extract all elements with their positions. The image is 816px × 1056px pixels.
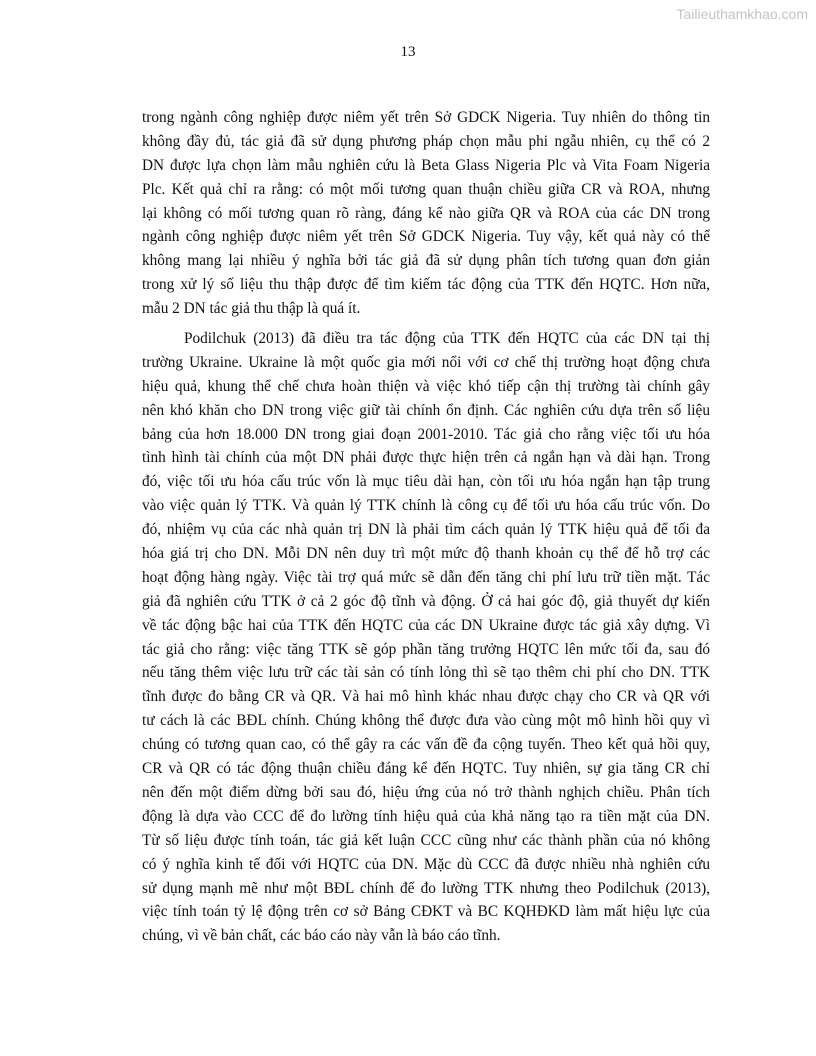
text-line: hiệu quả, khung thể chế chưa hoàn thiện và việc khó tiếp cận thị trường tài chính gây xyxy=(142,377,710,395)
text-line: vào việc quản lý TTK. Và quản lý TTK chính là công cụ để tối ưu hóa cấu trúc vốn. Do xyxy=(142,497,710,515)
text-line: hóa giá trị cho DN. Mỗi DN nên duy trì một mức độ thanh khoản cụ thể để hỗ trợ các xyxy=(142,545,710,563)
text-line: đó, việc tối ưu hóa cấu trúc vốn là mục tiêu dài hạn, còn tối ưu hóa ngắn hạn tập trung xyxy=(142,473,710,491)
page-number: 13 xyxy=(400,44,416,60)
text-line: hoạt động hàng ngày. Việc tài trợ quá mức sẽ dẫn đến tăng chi phí lưu trữ tiền mặt. Tác xyxy=(142,568,710,586)
text-line: nên đến một điểm dừng bởi sau đó, hiệu ứng của nó trở thành nghịch chiều. Phân tích xyxy=(142,783,710,801)
text-line: tác giả cho rằng: việc tăng TTK sẽ góp phần tăng trưởng HQTC lên mức tối đa, sau đó xyxy=(142,640,710,658)
page-content xyxy=(142,106,710,948)
text-line: lại không có mối tương quan rõ ràng, đáng kể nào giữa QR và ROA của các DN trong xyxy=(142,204,710,222)
text-line: chúng, vì về bản chất, các báo cáo này vẫn là báo cáo tĩnh. xyxy=(142,927,501,945)
text-line: CR và QR có tác động thuận chiều đáng kể đến HQTC. Tuy nhiên, sự gia tăng CR chỉ xyxy=(142,760,710,778)
text-line: Từ số liệu được tính toán, tác giả kết luận CCC cũng như các thành phần của nó không xyxy=(142,831,710,849)
text-line: đó, nhiệm vụ của các nhà quản trị DN là phải tìm cách quản lý TTK hiệu quả để tối đa xyxy=(142,521,710,539)
text-line: không đầy đủ, tác giả đã sử dụng phương pháp chọn mẫu phi ngẫu nhiên, cụ thể có 2 xyxy=(142,132,710,150)
text-line: không mang lại nhiều ý nghĩa bởi tác giả đã sử dụng phân tích tương quan đơn giản xyxy=(142,252,710,270)
text-line: chúng có tương quan cao, có thể gây ra các vấn đề đa cộng tuyến. Theo kết quả hồi quy, xyxy=(142,736,710,754)
text-line: trong ngành công nghiệp được niêm yết trên Sở GDCK Nigeria. Tuy nhiên do thông tin xyxy=(142,109,710,126)
text-line: tư cách là các BĐL chính. Chúng không thể được đưa vào cùng một mô hình hồi quy vì xyxy=(142,712,710,730)
watermark: Tailieuthamkhao.com xyxy=(676,6,808,22)
text-line: nên khó khăn cho DN trong việc giữ tài chính ổn định. Các nghiên cứu dựa trên số liệu xyxy=(142,401,710,419)
paragraph-2 xyxy=(142,327,710,948)
text-line: tình hình tài chính của một DN phải được thực hiện trên cả ngắn hạn và dài hạn. Trong xyxy=(142,449,710,467)
text-line: việc tính toán tỷ lệ động trên cơ sở Bảng CĐKT và BC KQHĐKD làm mất hiệu lực của xyxy=(142,903,710,921)
text-line: động là dựa vào CCC để đo lường tính hiệu quả của khả năng tạo ra tiền mặt của DN. xyxy=(142,807,710,825)
text-line: về tác động bậc hai của TTK đến HQTC của các DN Ukraine được tác giả xây dựng. Vì xyxy=(142,616,710,634)
text-line: Podilchuk (2013) đã điều tra tác động của TTK đến HQTC của các DN tại thị xyxy=(184,330,710,348)
text-line: mẫu 2 DN tác giả thu thập là quá ít. xyxy=(142,300,361,318)
text-line: giả đã nghiên cứu TTK ở cả 2 góc độ tĩnh và động. Ở cả hai góc độ, giả thuyết dự kiến xyxy=(142,592,710,610)
text-line: sử dụng mạnh mẽ như một BĐL chính để đo lường TTK nhưng theo Podilchuk (2013), xyxy=(142,879,710,897)
text-line: ngành công nghiệp được niêm yết trên Sở GDCK Nigeria. Tuy vậy, kết quả này có thể xyxy=(142,228,710,246)
text-line: trong xử lý số liệu thu thập được để tìm kiếm tác động của TTK đến HQTC. Hơn nữa, xyxy=(142,276,710,294)
text-line: nếu tăng thêm việc lưu trữ các tài sản có tính lỏng thì sẽ tạo thêm chi phí cho DN. TTK xyxy=(142,664,710,682)
text-line: có ý nghĩa kinh tế đối với HQTC của DN. Mặc dù CCC đã được nhiều nhà nghiên cứu xyxy=(142,855,710,873)
paragraph-1 xyxy=(142,106,710,321)
text-line: trường Ukraine. Ukraine là một quốc gia mới nổi với cơ chế thị trường hoạt động chưa xyxy=(142,353,710,371)
text-line: Plc. Kết quả chỉ ra rằng: có một mối tương quan thuận chiều giữa CR và ROA, nhưng xyxy=(142,180,710,198)
text-line: tĩnh được đo bằng CR và QR. Và hai mô hình khác nhau được chạy cho CR và QR với xyxy=(142,688,710,706)
text-line: bảng của hơn 18.000 DN trong giai đoạn 2001-2010. Tác giả cho rằng việc tối ưu hóa xyxy=(142,425,710,443)
text-line: DN được lựa chọn làm mẫu nghiên cứu là Beta Glass Nigeria Plc và Vita Foam Nigeria xyxy=(142,156,710,174)
